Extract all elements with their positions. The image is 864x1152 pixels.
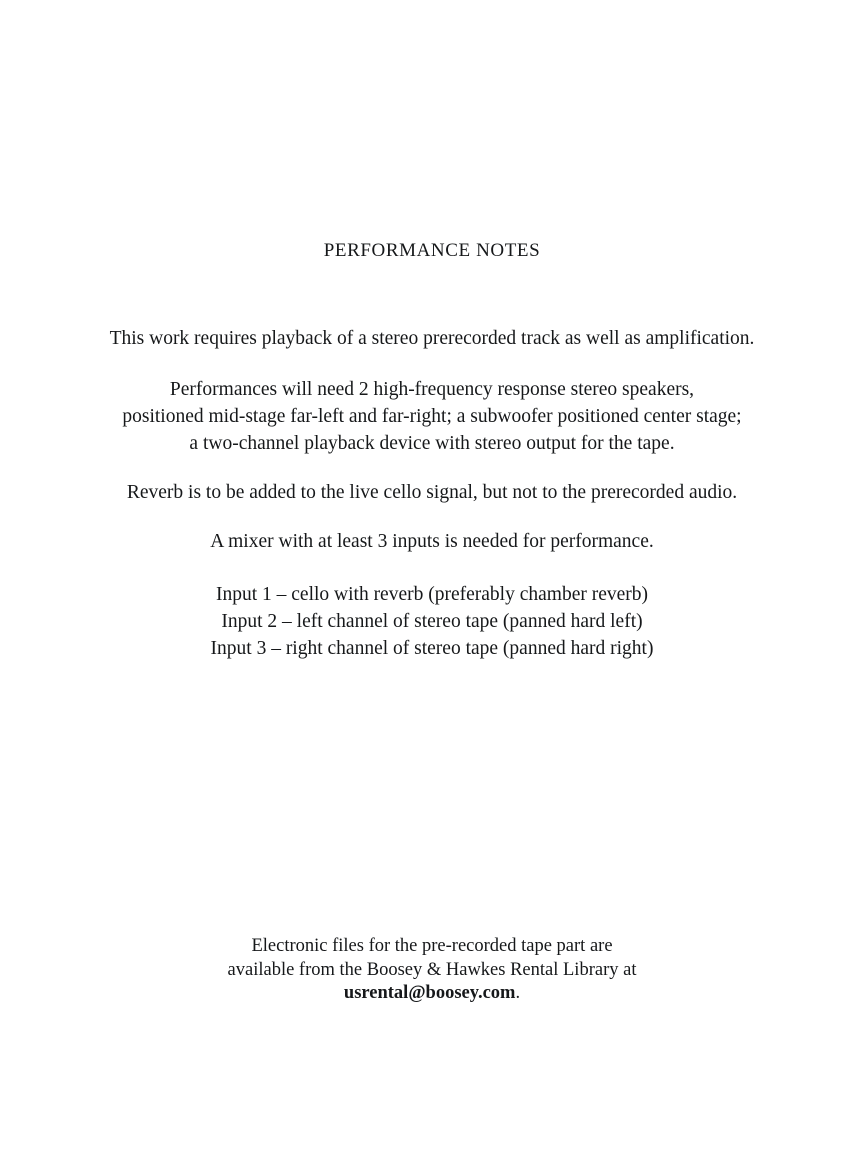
spacer [0, 352, 864, 376]
text-line: Performances will need 2 high-frequency response stereo speakers, [169, 379, 695, 400]
input-assignment-list [0, 581, 864, 662]
footer-period: . [515, 983, 521, 1003]
text-line: a two-channel playback device with stereo output for the tape. [189, 433, 675, 454]
paragraph-mixer-note [0, 528, 864, 555]
input-list-item: Input 1 – cello with reverb (preferably chamber reverb) [215, 584, 649, 605]
rental-library-footer [0, 935, 864, 1006]
rental-email: usrental@boosey.com [343, 983, 516, 1003]
page-title: PERFORMANCE NOTES [323, 240, 541, 261]
spacer [0, 555, 864, 581]
text-line: This work requires playback of a stereo prerecorded track as well as amplification. [109, 328, 755, 349]
footer-line-2: available from the Boosey & Hawkes Rental Library at [227, 959, 637, 980]
paragraph-playback-requirement [0, 325, 864, 352]
paragraph-reverb-note [0, 479, 864, 506]
paragraph-speaker-setup [0, 376, 864, 457]
text-line: positioned mid-stage far-left and far-right; a subwoofer positioned center stage; [122, 406, 742, 427]
input-list-item: Input 3 – right channel of stereo tape (panned hard right) [210, 638, 654, 659]
footer-line-1: Electronic files for the pre-recorded tape part are [251, 936, 613, 956]
notes-body [0, 325, 864, 662]
spacer [0, 457, 864, 479]
text-line: A mixer with at least 3 inputs is needed for performance. [210, 531, 654, 552]
input-list-item: Input 2 – left channel of stereo tape (panned hard left) [221, 611, 643, 632]
text-line: Reverb is to be added to the live cello signal, but not to the prerecorded audio. [126, 482, 738, 503]
footer-line-3 [0, 982, 864, 1006]
spacer [0, 506, 864, 528]
